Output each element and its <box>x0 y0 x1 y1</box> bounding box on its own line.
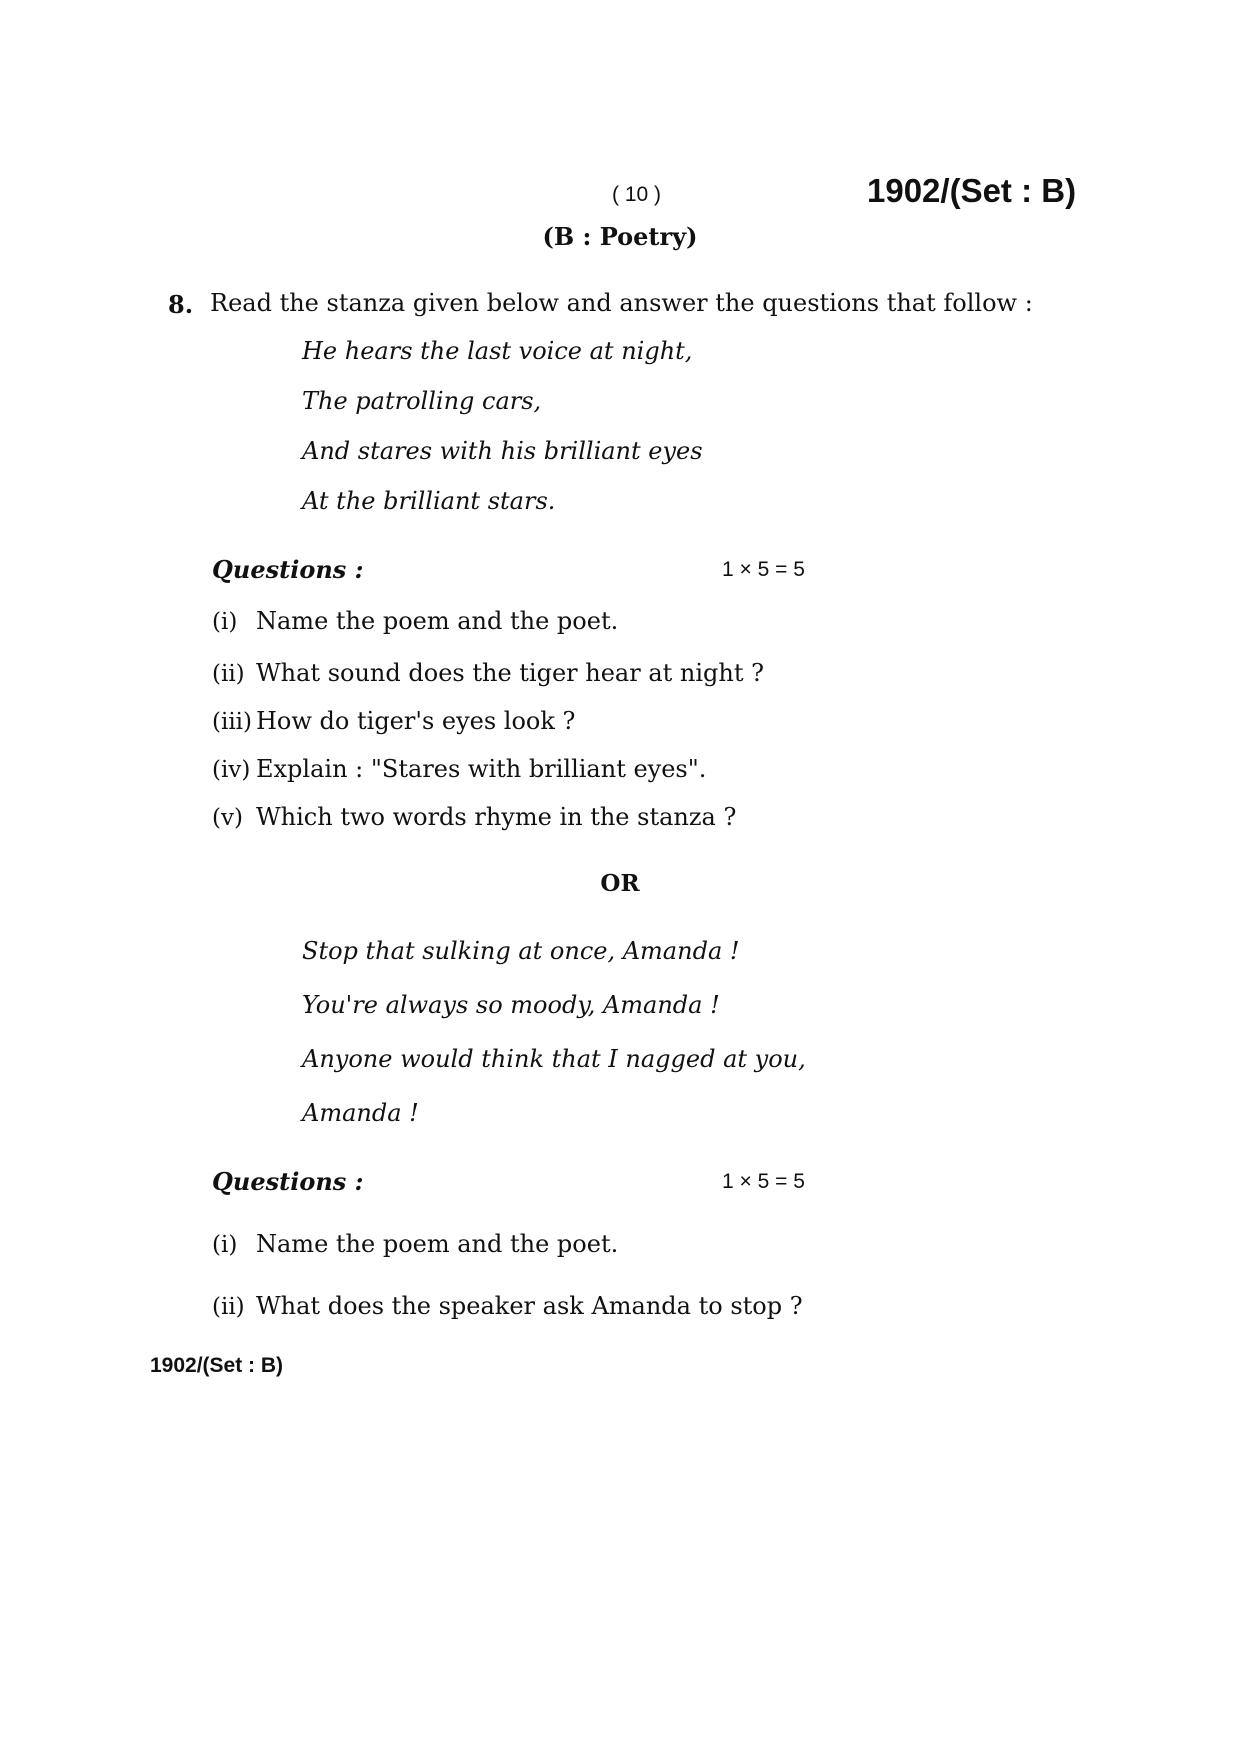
stanza-a-line: And stares with his brilliant eyes <box>302 437 703 465</box>
question-roman: (ii) <box>212 661 245 687</box>
question-text: Explain : "Stares with brilliant eyes". <box>256 755 707 783</box>
question-text: What does the speaker ask Amanda to stop ? <box>256 1292 803 1320</box>
question-text: What sound does the tiger hear at night ? <box>256 659 765 687</box>
question-roman: (i) <box>212 1232 238 1258</box>
stanza-b-line: You're always so moody, Amanda ! <box>302 991 720 1019</box>
stanza-a-line: At the brilliant stars. <box>302 487 556 515</box>
paper-code-footer: 1902/(Set : B) <box>150 1354 284 1377</box>
question-item-b <box>212 1230 618 1258</box>
question-number: 8. <box>168 290 194 319</box>
question-item-a <box>212 803 736 831</box>
question-text: Name the poem and the poet. <box>256 607 619 635</box>
question-item-a <box>212 659 764 687</box>
question-instruction: Read the stanza given below and answer the questions that follow : <box>210 289 1033 317</box>
page-number: ( 10 ) <box>612 183 662 206</box>
question-roman: (ii) <box>212 1294 245 1320</box>
stanza-b-line: Stop that sulking at once, Amanda ! <box>302 937 740 965</box>
questions-heading-b: Questions : <box>212 1167 364 1196</box>
question-item-a <box>212 755 706 783</box>
question-item-a <box>212 707 575 735</box>
question-text: Which two words rhyme in the stanza ? <box>256 803 737 831</box>
question-roman: (iv) <box>212 757 251 783</box>
question-item-b <box>212 1292 803 1320</box>
paper-code-header: 1902/(Set : B) <box>867 172 1077 209</box>
question-text: Name the poem and the poet. <box>256 1230 619 1258</box>
question-item-a <box>212 607 618 635</box>
section-title <box>0 222 1240 251</box>
stanza-b-line: Anyone would think that I nagged at you, <box>302 1045 806 1073</box>
questions-heading-a: Questions : <box>212 555 364 584</box>
marks-a: 1 × 5 = 5 <box>722 558 805 581</box>
question-roman: (v) <box>212 805 243 831</box>
or-divider: OR <box>600 870 640 897</box>
question-roman: (i) <box>212 609 238 635</box>
stanza-b-line: Amanda ! <box>302 1099 419 1127</box>
stanza-a-line: The patrolling cars, <box>302 387 542 415</box>
question-text: How do tiger's eyes look ? <box>256 707 576 735</box>
marks-b: 1 × 5 = 5 <box>722 1170 805 1193</box>
question-roman: (iii) <box>212 709 253 735</box>
section-title-text: (B : Poetry) <box>542 222 698 251</box>
stanza-a-line: He hears the last voice at night, <box>302 337 693 365</box>
